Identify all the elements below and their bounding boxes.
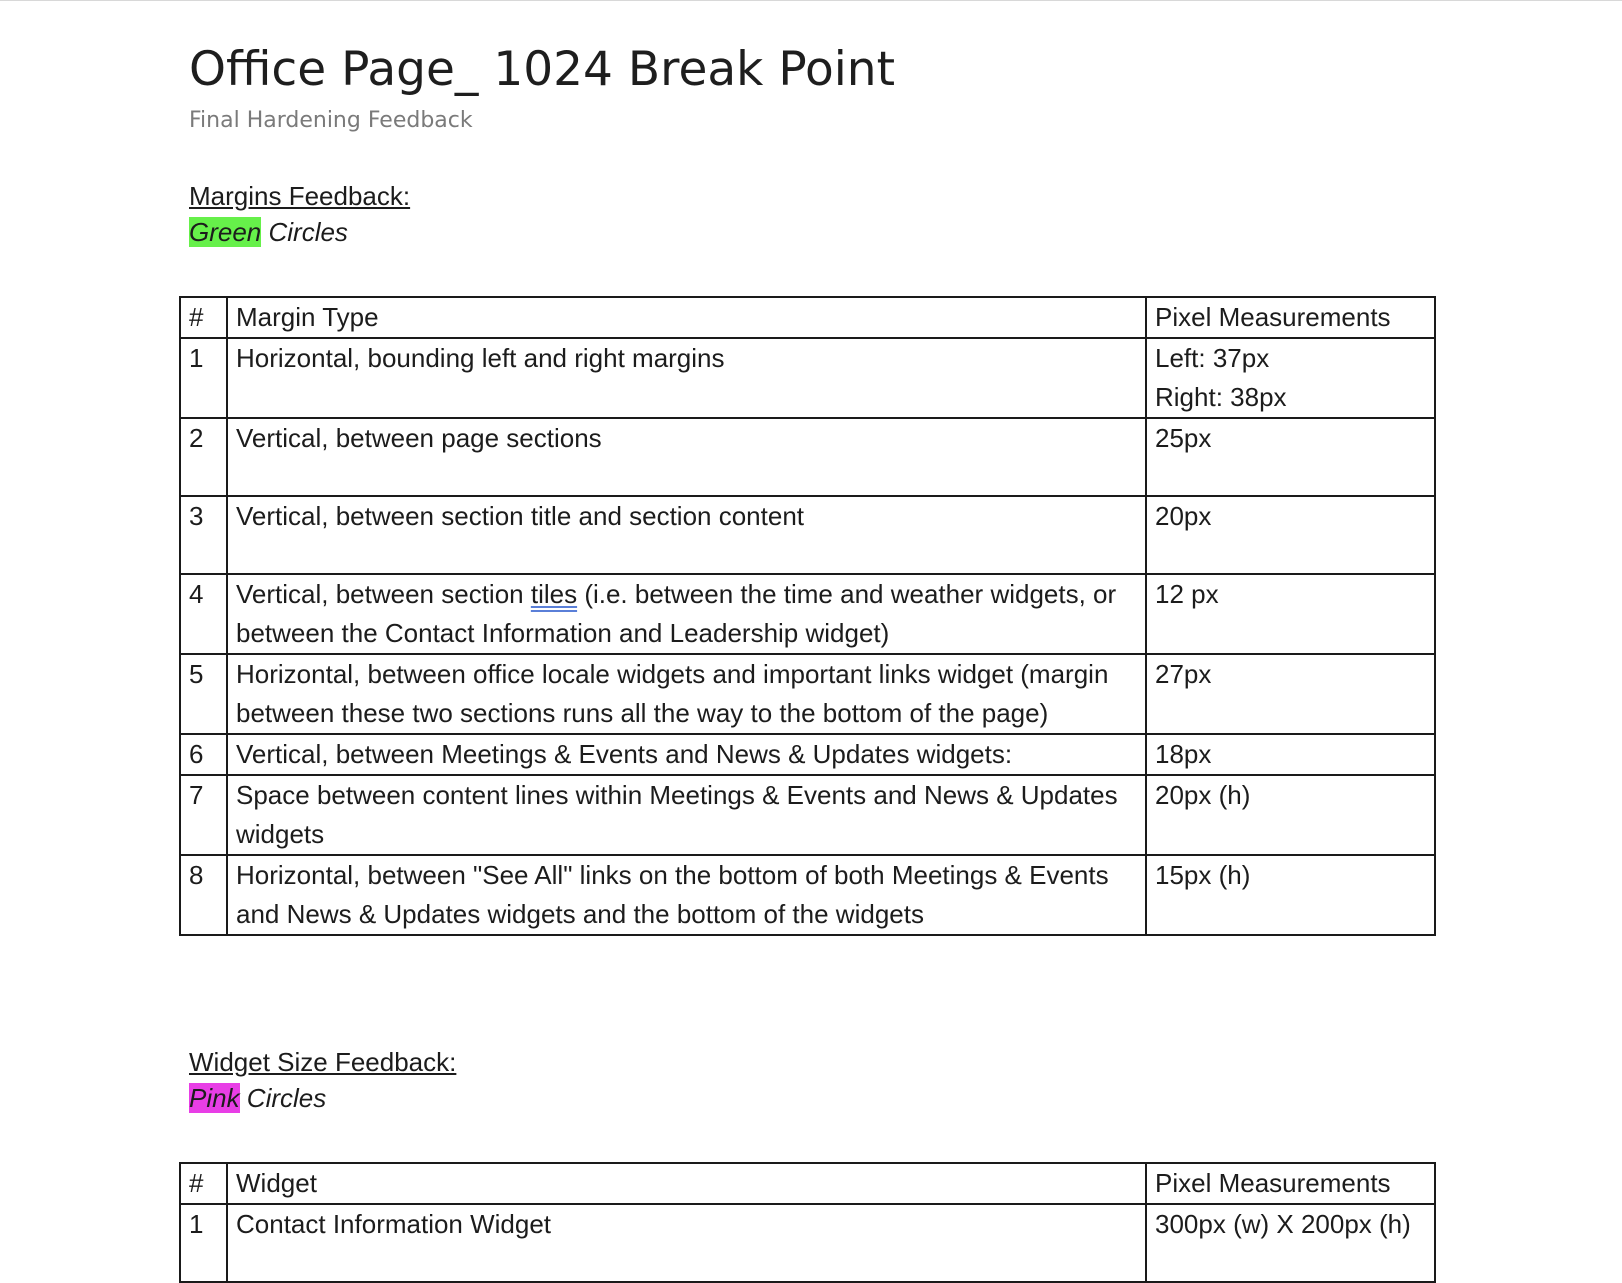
document-subtitle: Final Hardening Feedback (189, 108, 473, 133)
measurement-right: Right: 38px (1155, 382, 1287, 412)
row-widget: Contact Information Widget (227, 1204, 1146, 1282)
margins-legend-text: Circles (261, 217, 348, 247)
table-row (180, 734, 1435, 775)
table-row (180, 338, 1435, 418)
row-number: 2 (180, 418, 227, 496)
widget-size-legend-highlight: Pink (189, 1083, 240, 1113)
row-number: 3 (180, 496, 227, 574)
row-number: 8 (180, 855, 227, 935)
header-pixel-measurements: Pixel Measurements (1146, 1163, 1435, 1204)
document-title: Office Page_ 1024 Break Point (189, 42, 896, 97)
header-pixel-measurements: Pixel Measurements (1146, 297, 1435, 338)
row-margin-type: Vertical, between page sections (227, 418, 1146, 496)
spelling-flagged-word[interactable]: tiles (530, 579, 578, 609)
header-num: # (180, 297, 227, 338)
row-pixel-measurement: 27px (1146, 654, 1435, 734)
row-pixel-measurement: 300px (w) X 200px (h) (1146, 1204, 1435, 1282)
margins-legend-highlight: Green (189, 217, 262, 247)
widget-size-table (179, 1162, 1436, 1283)
header-num: # (180, 1163, 227, 1204)
row-margin-type: Horizontal, between "See All" links on the bottom of both Meetings & Events and News & Updates widgets and the bottom of the widgets (227, 855, 1146, 935)
row-pixel-measurement: 20px (1146, 496, 1435, 574)
row-pixel-measurement: 12 px (1146, 574, 1435, 654)
table-row (180, 1204, 1435, 1282)
table-row (180, 574, 1435, 654)
row-pixel-measurement: 20px (h) (1146, 775, 1435, 855)
page-top-border (0, 0, 1622, 1)
table-row (180, 775, 1435, 855)
table-row (180, 496, 1435, 574)
row-margin-type: Horizontal, bounding left and right margins (227, 338, 1146, 418)
margins-table (179, 296, 1436, 936)
row-number: 1 (180, 338, 227, 418)
measurement-left: Left: 37px (1155, 343, 1270, 373)
table-header-row (180, 297, 1435, 338)
table-row (180, 654, 1435, 734)
widget-size-legend-text: Circles (239, 1083, 327, 1113)
row-margin-type: Vertical, between section title and section content (227, 496, 1146, 574)
row-margin-type: Horizontal, between office locale widgets and important links widget (margin between these two sections runs all the way to the bottom of the page) (227, 654, 1146, 734)
row-number: 5 (180, 654, 227, 734)
text-segment: (i.e. between the time and weather widgets, or between the Contact Information and Leadership widget) (236, 579, 1117, 648)
header-widget: Widget (227, 1163, 1146, 1204)
widget-size-legend (189, 1080, 326, 1116)
row-pixel-measurement: 25px (1146, 418, 1435, 496)
margins-feedback-heading: Margins Feedback: (189, 181, 411, 211)
table-header-row (180, 1163, 1435, 1204)
table-row (180, 418, 1435, 496)
row-number: 4 (180, 574, 227, 654)
row-number: 7 (180, 775, 227, 855)
text-segment: Vertical, between section (236, 579, 531, 609)
header-margin-type: Margin Type (227, 297, 1146, 338)
table-row (180, 855, 1435, 935)
row-margin-type: Vertical, between Meetings & Events and News & Updates widgets: (227, 734, 1146, 775)
row-pixel-measurement (1146, 338, 1435, 418)
widget-size-feedback-heading: Widget Size Feedback: (189, 1047, 457, 1077)
row-pixel-measurement: 18px (1146, 734, 1435, 775)
margins-legend (189, 214, 348, 250)
row-margin-type (227, 574, 1146, 654)
row-number: 1 (180, 1204, 227, 1282)
row-margin-type: Space between content lines within Meetings & Events and News & Updates widgets (227, 775, 1146, 855)
row-number: 6 (180, 734, 227, 775)
row-pixel-measurement: 15px (h) (1146, 855, 1435, 935)
